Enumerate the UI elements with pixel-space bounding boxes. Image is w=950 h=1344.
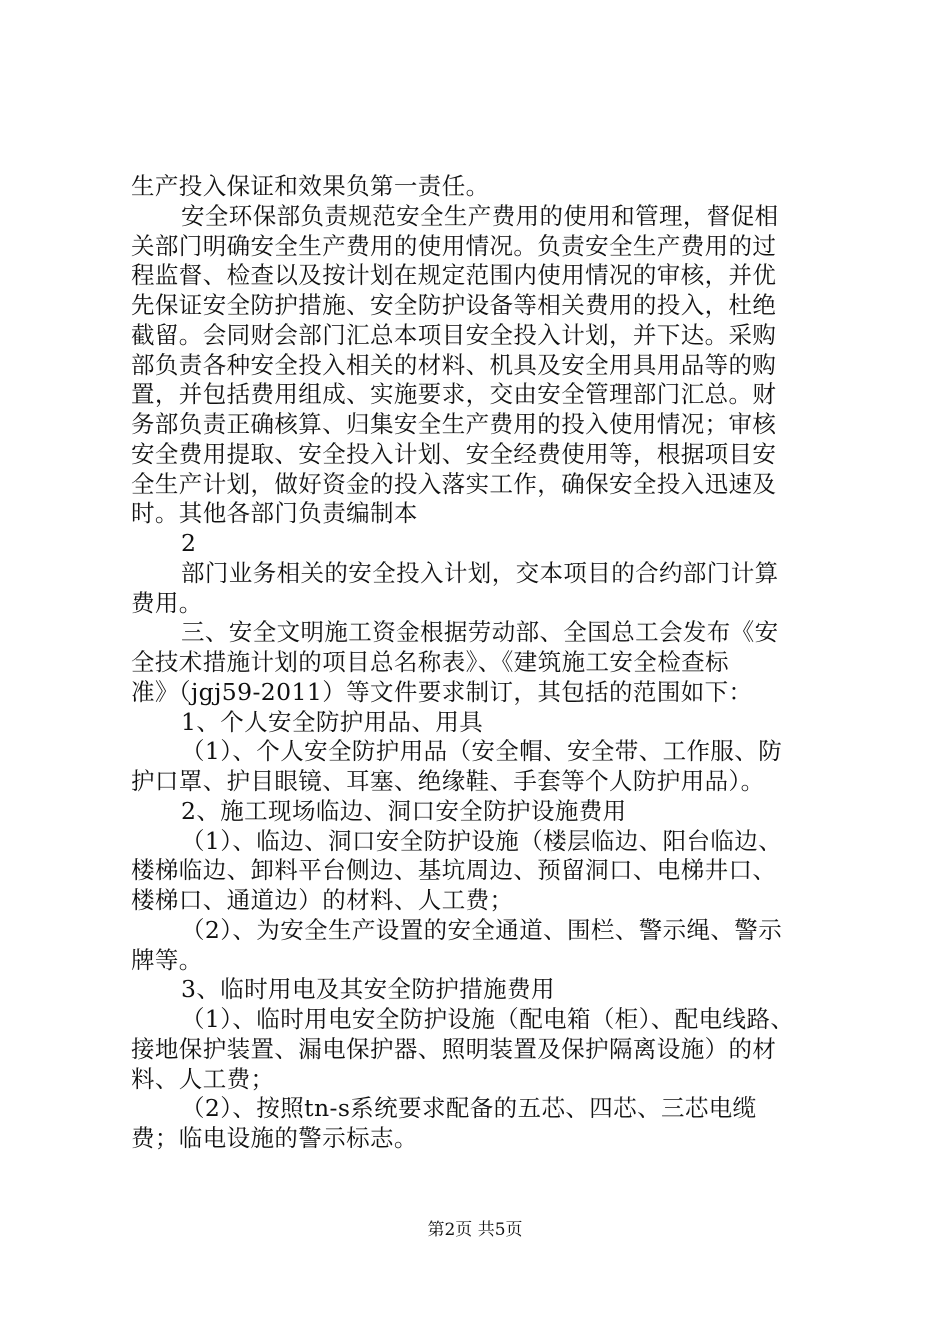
text-line: 费；临电设施的警示标志。 [131,1124,418,1153]
text-line: 1、个人安全防护用品、用具 [181,707,484,736]
text-line: 截留。会同财会部门汇总本项目安全投入计划，并下达。采购 [131,320,777,349]
text-line: 全生产计划，做好资金的投入落实工作，确保安全投入迅速及 [131,469,777,498]
text-line: 安全费用提取、安全投入计划、安全经费使用等，根据项目安 [131,439,777,468]
text-line: 生产投入保证和效果负第一责任。 [131,172,490,200]
text-line: 务部负责正确核算、归集安全生产费用的投入使用情况；审核 [131,410,777,439]
text-line: 三、安全文明施工资金根据劳动部、全国总工会发布《安 [181,618,779,647]
text-line: （1）、个人安全防护用品（安全帽、安全带、工作服、防 [181,737,783,766]
text-line: 先保证安全防护措施、安全防护设备等相关费用的投入，杜绝 [131,291,777,320]
text-line: 关部门明确安全生产费用的使用情况。负责安全生产费用的过 [131,231,777,260]
text-line: 准》（jgj59-2011）等文件要求制订，其包括的范围如下： [131,677,753,706]
text-line: 接地保护装置、漏电保护器、照明装置及保护隔离设施）的材 [131,1034,777,1063]
text-line: 部门业务相关的安全投入计划，交本项目的合约部门计算 [181,558,779,587]
text-line: 全技术措施计划的项目总名称表》、《建筑施工安全检查标 [131,648,729,677]
text-line: 时。其他各部门负责编制本 [131,499,418,528]
text-line: 费用。 [131,588,203,617]
text-line: 楼梯口、通道边）的材料、人工费； [131,886,514,915]
text-line: 2、施工现场临边、洞口安全防护设施费用 [181,796,627,825]
text-line: 置，并包括费用组成、实施要求，交由安全管理部门汇总。财 [131,380,777,409]
text-line: 部负责各种安全投入相关的材料、机具及安全用具用品等的购 [131,350,777,379]
page-footer [0,1218,950,1242]
text-line: 安全环保部负责规范安全生产费用的使用和管理，督促相 [181,201,779,230]
text-line: 3、临时用电及其安全防护措施费用 [181,975,555,1004]
text-line: 料、人工费； [131,1064,275,1093]
text-line: 护口罩、护目眼镜、耳塞、绝缘鞋、手套等个人防护用品）。 [131,767,765,796]
text-line: 牌等。 [131,945,203,974]
page-number-inline: 2 [181,529,197,558]
text-line: 楼梯临边、卸料平台侧边、基坑周边、预留洞口、电梯井口、 [131,856,777,885]
text-line: 程监督、检查以及按计划在规定范围内使用情况的审核，并优 [131,261,777,290]
page-indicator: 第2页 共5页 [427,1220,523,1240]
text-line: （1）、临时用电安全防护设施（配电箱（柜）、配电线路、 [181,1005,795,1034]
text-line: （2）、为安全生产设置的安全通道、围栏、警示绳、警示 [181,915,783,944]
text-line: （2）、按照tn-s系统要求配备的五芯、四芯、三芯电缆 [181,1094,757,1123]
text-line: （1）、临边、洞口安全防护设施（楼层临边、阳台临边、 [181,826,783,855]
